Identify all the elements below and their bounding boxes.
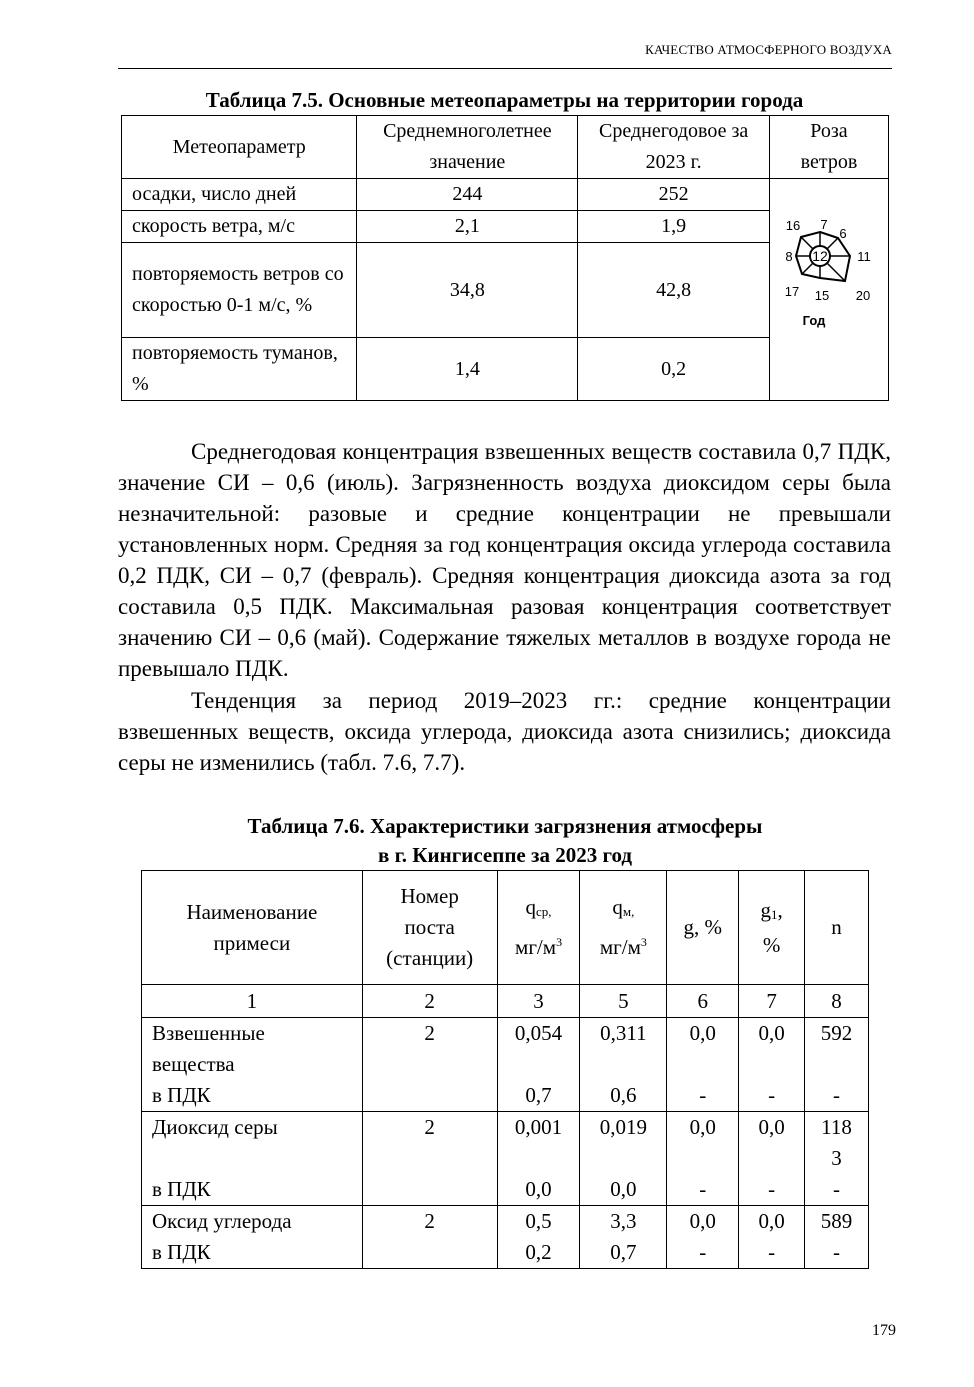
rose-label-nw: 16 [785, 217, 801, 233]
rose-label-n: 7 [820, 216, 828, 232]
col-number-6: 6 [667, 985, 739, 1018]
row-precip-long-term: 244 [357, 179, 578, 211]
header-name: Наименование примеси [142, 871, 363, 985]
col-number-2: 2 [362, 985, 497, 1018]
row-fog-year: 0,2 [578, 338, 770, 401]
row1-qm: 0,311 0,6 [580, 1018, 667, 1112]
header-post: Номер поста (станции) [362, 871, 497, 985]
row1-g1: 0,0 - [739, 1018, 805, 1112]
row-wind-speed-long-term: 2,1 [357, 211, 578, 243]
wind-rose-diagram [770, 180, 887, 400]
table1-title: Таблица 7.5. Основные метеопараметры на территории города [205, 88, 804, 112]
row-precip-label: осадки, число дней [122, 179, 357, 211]
table2-title-line2: в г. Кингисеппе за 2023 год [378, 843, 632, 867]
row3-qcp: 0,5 0,2 [497, 1206, 580, 1269]
rose-label-w: 8 [785, 248, 793, 264]
table-pollution [141, 870, 869, 1269]
rose-label-sw: 17 [784, 283, 800, 299]
row2-g: 0,0 - [667, 1112, 739, 1206]
calm-label: 12 [812, 247, 828, 264]
paragraph-2: Тенденция за период 2019–2023 гг.: средние концентрации взвешенных веществ, оксида углерода, диоксида азота снизились; диоксида серы не изменились (табл. 7.6, 7.7). [118, 688, 891, 775]
row1-qcp: 0,054 0,7 [497, 1018, 580, 1112]
paragraph-1: Среднегодовая концентрация взвешенных веществ составила 0,7 ПДК, значение СИ – 0,6 (июль). Загрязненность воздуха диоксидом серы была незначительной: разовые и средние концентрации не превышали установленных норм. Средняя за год концентрация оксида углерода составила 0,2 ПДК, СИ – 0,7 (февраль). Средняя концентрация диоксида азота за год составила 0,5 ПДК. Максимальная разовая концентрация соответствует значению СИ – 0,6 (май). Содержание тяжелых металлов в воздухе города не превышало ПДК. [118, 439, 891, 681]
header-n: n [805, 871, 869, 985]
row1-n: 592 - [805, 1018, 869, 1112]
running-head: КАЧЕСТВО АТМОСФЕРНОГО ВОЗДУХА [118, 42, 892, 69]
table-meteo [121, 115, 889, 401]
row-calm-wind-long-term: 34,8 [357, 243, 578, 338]
col-number-3: 3 [497, 985, 580, 1018]
row2-g1: 0,0 - [739, 1112, 805, 1206]
table-row: Диоксид серы в ПДК [142, 1112, 363, 1206]
row2-qm: 0,019 0,0 [580, 1112, 667, 1206]
wind-rose-cell [769, 179, 888, 401]
rose-label-se: 20 [855, 287, 871, 303]
row2-qcp: 0,001 0,0 [497, 1112, 580, 1206]
row3-qm: 3,3 0,7 [580, 1206, 667, 1269]
row3-g: 0,0 - [667, 1206, 739, 1269]
col-number-7: 7 [739, 985, 805, 1018]
header-qcp: $q_{ср,}$ $мг/м^3$ [497, 871, 580, 985]
row-fog-label: повторяемость туманов, % [122, 338, 357, 401]
row1-post: 2 [362, 1018, 497, 1112]
rose-label-s: 15 [814, 287, 830, 303]
table2-title [140, 812, 870, 870]
header-long-term: Среднемноголетнее значение [357, 116, 578, 179]
row3-post: 2 [362, 1206, 497, 1269]
row-wind-speed-year: 1,9 [578, 211, 770, 243]
row3-g1: 0,0 - [739, 1206, 805, 1269]
row2-n: 118 3 - [805, 1112, 869, 1206]
header-g1: $g_1$, % [739, 871, 805, 985]
header-year: Среднегодовое за 2023 г. [578, 116, 770, 179]
row-precip-year: 252 [578, 179, 770, 211]
header-qm: $q_{м,}$ $мг/м^3$ [580, 871, 667, 985]
rose-label-ne: 6 [839, 225, 847, 241]
col-number-1: 1 [142, 985, 363, 1018]
header-meteoparam: Метеопараметр [122, 116, 357, 179]
row-wind-speed-label: скорость ветра, м/с [122, 211, 357, 243]
row-calm-wind-label: повторяемость ветров со скоростью 0-1 м/с, % [122, 243, 357, 338]
row-calm-wind-year: 42,8 [578, 243, 770, 338]
table2-title-line1: Таблица 7.6. Характеристики загрязнения атмосферы [247, 814, 763, 838]
row1-g: 0,0 - [667, 1018, 739, 1112]
header-g: g, % [667, 871, 739, 985]
header-wind-rose: Роза ветров [769, 116, 888, 179]
rose-caption: Год [802, 312, 826, 328]
table-row: Оксид углерода в ПДК [142, 1206, 363, 1269]
row2-post: 2 [362, 1112, 497, 1206]
col-number-8: 8 [805, 985, 869, 1018]
row3-n: 589 - [805, 1206, 869, 1269]
row-fog-long-term: 1,4 [357, 338, 578, 401]
table-row: Взвешенные вещества в ПДК [142, 1018, 363, 1112]
page-number: 179 [872, 1322, 896, 1339]
rose-label-e: 11 [857, 248, 871, 264]
col-number-5: 5 [580, 985, 667, 1018]
